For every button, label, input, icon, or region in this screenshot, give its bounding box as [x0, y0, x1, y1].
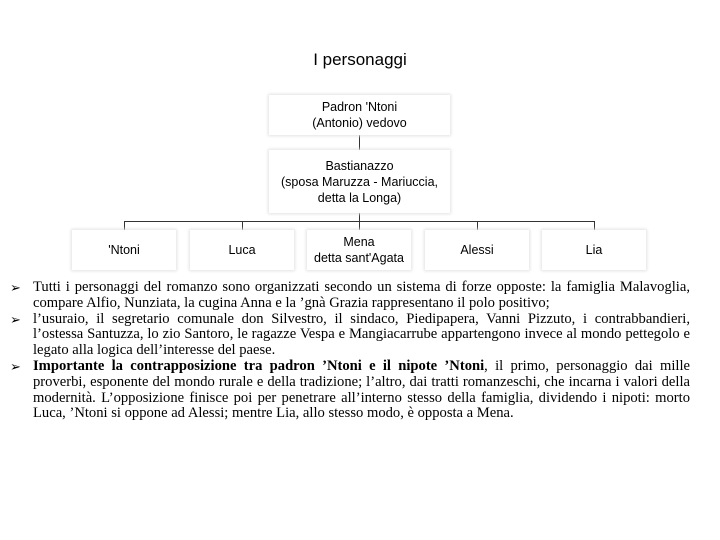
- connector-drop-ntoni: [124, 221, 125, 230]
- connector-drop-luca: [242, 221, 243, 230]
- node-bastianazzo: [269, 150, 450, 213]
- node-alessi: [425, 230, 529, 270]
- node-lia: [542, 230, 646, 270]
- bullet-item: [10, 359, 690, 422]
- bullet-list: [10, 280, 690, 422]
- node-padron-ntoni-name: Padron 'Ntoni: [321, 100, 398, 114]
- node-padron-ntoni: [269, 95, 450, 135]
- bullet-arrow-icon: ➢: [10, 358, 21, 374]
- bullet-text-opposition-bold: Importante la contrapposizione tra padron ’Ntoni e il nipote ’Ntoni: [33, 357, 485, 374]
- bullet-text-opposition-rest: , il primo, personaggio dai mille proverbi, esponente del mondo rurale e della tradizione; l’altro, dai tratti romanzeschi, che incarna i valori della modernità. L’opposizione finisce poi per penetrare all’interno stesso della famiglia, dividendo i nipoti: morto Luca, ’Ntoni si oppone ad Alessi; mentre Lia, allo stesso modo, è opposta a Mena.: [33, 357, 690, 422]
- node-mena-name: Mena: [343, 235, 375, 249]
- slide-title: I personaggi: [313, 50, 407, 69]
- bullet-text-negative-pole: l’usuraio, il segretario comunale don Silvestro, il sindaco, Piedipapera, Vanni Pizzuto, i contrabbandieri, l’ostessa Santuzza, lo zio Santoro, le ragazze Vespa e Mangiacarrube appartengono invece al mondo pettegolo e legato alla logica dell’interesse del paese.: [33, 310, 690, 359]
- node-padron-ntoni-detail: (Antonio) vedovo: [312, 116, 407, 130]
- node-mena: [307, 230, 411, 270]
- connector-drop-alessi: [477, 221, 478, 230]
- node-bastianazzo-name: Bastianazzo: [325, 158, 394, 173]
- connector-drop-lia: [594, 221, 595, 230]
- connector-root-child: [359, 135, 360, 150]
- connector-child-bar: [359, 213, 360, 221]
- node-mena-nickname: detta sant'Agata: [314, 251, 404, 265]
- bullet-arrow-icon: ➢: [10, 311, 21, 327]
- node-bastianazzo-detail-1: (sposa Maruzza - Mariuccia,: [281, 174, 438, 189]
- node-luca-name: Luca: [228, 243, 256, 257]
- node-alessi-name: Alessi: [460, 243, 494, 257]
- node-lia-name: Lia: [585, 243, 603, 257]
- bullet-text-positive-pole: Tutti i personaggi del romanzo sono organizzati secondo un sistema di forze opposte: la famiglia Malavoglia, compare Alfio, Nunziata, la cugina Anna e la ’gnà Grazia rappresentano il polo positivo;: [33, 279, 690, 311]
- bullet-item: [10, 280, 690, 312]
- node-bastianazzo-detail-2: detta la Longa): [317, 190, 402, 205]
- node-ntoni-name: 'Ntoni: [108, 243, 140, 257]
- connector-drop-mena: [359, 221, 360, 230]
- bullet-arrow-icon: ➢: [10, 280, 21, 295]
- node-ntoni: [72, 230, 176, 270]
- node-luca: [190, 230, 294, 270]
- bullet-item: [10, 312, 690, 359]
- bullet-text-opposition: [33, 359, 690, 422]
